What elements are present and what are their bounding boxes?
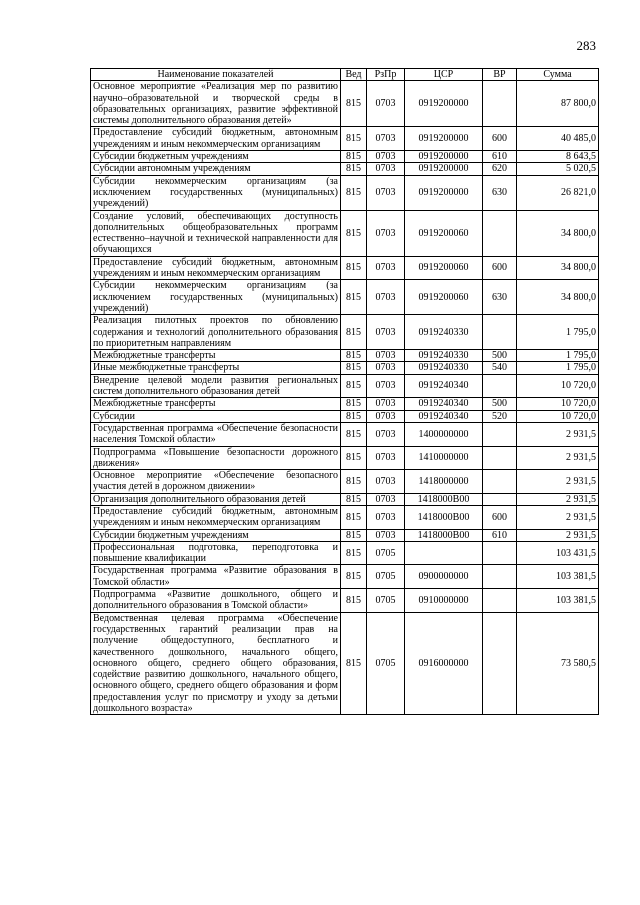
row-ved: 815 [341,374,367,398]
row-name: Подпрограмма «Повышение безопасности дорожного движения» [91,446,341,470]
row-sum: 34 800,0 [517,280,599,315]
row-ved: 815 [341,362,367,374]
row-csr: 0919240330 [405,362,483,374]
row-vr: 540 [483,362,517,374]
table-row [91,127,599,151]
row-ved: 815 [341,315,367,350]
row-sum: 10 720,0 [517,410,599,422]
row-sum: 10 720,0 [517,374,599,398]
row-name: Субсидии некоммерческим организациям (за исключением государственных (муниципальных) учреждений) [91,175,341,210]
row-ved: 815 [341,175,367,210]
row-rzpr: 0703 [367,315,405,350]
row-name: Ведомственная целевая программа «Обеспечение государственных гарантий реализации прав на получение общедоступного, бесплатного и качественного дошкольного, начального общего, основного общего, среднего общего образования, содействие развитию дошкольного, начального общего, основного общего, среднего общего образования и форм предоставления услуг по присмотру и уходу за детьми дошкольного возраста» [91,612,341,715]
table-row [91,565,599,589]
row-ved: 815 [341,529,367,541]
row-rzpr: 0703 [367,350,405,362]
row-vr [483,315,517,350]
row-rzpr: 0703 [367,127,405,151]
row-name: Субсидии автономным учреждениям [91,163,341,175]
row-csr: 0919200000 [405,151,483,163]
row-csr: 0919200060 [405,280,483,315]
table-row [91,362,599,374]
row-csr: 0919200060 [405,210,483,256]
row-rzpr: 0705 [367,589,405,613]
row-sum: 26 821,0 [517,175,599,210]
row-csr: 0919200000 [405,163,483,175]
row-vr [483,589,517,613]
row-sum: 1 795,0 [517,350,599,362]
row-name: Подпрограмма «Развитие дошкольного, общего и дополнительного образования в Томской области» [91,589,341,613]
row-vr: 600 [483,127,517,151]
row-sum: 2 931,5 [517,422,599,446]
row-rzpr: 0703 [367,398,405,410]
row-sum: 2 931,5 [517,470,599,494]
row-rzpr: 0705 [367,541,405,565]
row-rzpr: 0703 [367,163,405,175]
row-rzpr: 0703 [367,446,405,470]
row-ved: 815 [341,280,367,315]
table-row [91,315,599,350]
table-row [91,398,599,410]
table-row [91,612,599,715]
row-csr: 1418000В00 [405,529,483,541]
row-name: Иные межбюджетные трансферты [91,362,341,374]
table-row [91,374,599,398]
row-ved: 815 [341,210,367,256]
row-ved: 815 [341,505,367,529]
row-ved: 815 [341,493,367,505]
row-csr: 1418000В00 [405,493,483,505]
row-name: Организация дополнительного образования детей [91,493,341,505]
table-row [91,422,599,446]
row-csr: 1410000000 [405,446,483,470]
row-rzpr: 0703 [367,493,405,505]
row-sum: 5 020,5 [517,163,599,175]
row-name: Государственная программа «Обеспечение безопасности населения Томской области» [91,422,341,446]
row-rzpr: 0703 [367,422,405,446]
row-sum: 2 931,5 [517,446,599,470]
row-rzpr: 0705 [367,565,405,589]
row-vr [483,81,517,127]
row-vr [483,422,517,446]
row-vr [483,374,517,398]
row-name: Внедрение целевой модели развития региональных систем дополнительного образования детей [91,374,341,398]
row-sum: 1 795,0 [517,362,599,374]
row-name: Основное мероприятие «Обеспечение безопасного участия детей в дорожном движении» [91,470,341,494]
row-ved: 815 [341,422,367,446]
row-sum: 103 431,5 [517,541,599,565]
table-row [91,163,599,175]
row-ved: 815 [341,541,367,565]
row-ved: 815 [341,350,367,362]
row-name: Субсидии бюджетным учреждениям [91,529,341,541]
row-name: Субсидии бюджетным учреждениям [91,151,341,163]
row-csr: 0900000000 [405,565,483,589]
row-name: Создание условий, обеспечивающих доступность дополнительных общеобразовательных программ естественно–научной и технической направленности для обучающихся [91,210,341,256]
row-rzpr: 0703 [367,210,405,256]
table-row [91,589,599,613]
table-row [91,541,599,565]
row-ved: 815 [341,256,367,280]
row-csr: 0916000000 [405,612,483,715]
row-vr [483,446,517,470]
row-sum: 34 800,0 [517,210,599,256]
row-vr [483,470,517,494]
row-name: Профессиональная подготовка, переподготовка и повышение квалификации [91,541,341,565]
row-sum: 34 800,0 [517,256,599,280]
row-ved: 815 [341,612,367,715]
header-sum: Сумма [517,69,599,81]
header-csr: ЦСР [405,69,483,81]
row-csr: 0919240340 [405,374,483,398]
row-sum: 40 485,0 [517,127,599,151]
table-row [91,210,599,256]
row-sum: 103 381,5 [517,565,599,589]
row-csr [405,541,483,565]
row-name: Предоставление субсидий бюджетным, автономным учреждениям и иным некоммерческим организациям [91,127,341,151]
row-ved: 815 [341,446,367,470]
table-header-row [91,69,599,81]
table-row [91,256,599,280]
table-row [91,505,599,529]
row-vr [483,612,517,715]
row-vr: 630 [483,280,517,315]
row-name: Межбюджетные трансферты [91,398,341,410]
row-name: Межбюджетные трансферты [91,350,341,362]
row-vr: 600 [483,256,517,280]
header-vr: ВР [483,69,517,81]
table-row [91,493,599,505]
table-row [91,529,599,541]
page-number: 283 [576,38,596,53]
row-vr: 610 [483,151,517,163]
row-csr: 0919200000 [405,175,483,210]
row-name: Субсидии [91,410,341,422]
row-name: Субсидии некоммерческим организациям (за исключением государственных (муниципальных) учреждений) [91,280,341,315]
row-ved: 815 [341,398,367,410]
row-sum: 10 720,0 [517,398,599,410]
budget-table [90,68,599,715]
row-ved: 815 [341,127,367,151]
table-row [91,470,599,494]
row-vr: 600 [483,505,517,529]
row-rzpr: 0703 [367,470,405,494]
row-vr: 500 [483,350,517,362]
row-vr [483,493,517,505]
row-sum: 2 931,5 [517,529,599,541]
row-rzpr: 0703 [367,175,405,210]
row-name: Предоставление субсидий бюджетным, автономным учреждениям и иным некоммерческим организациям [91,505,341,529]
row-csr: 0910000000 [405,589,483,613]
header-rzpr: РзПр [367,69,405,81]
table-row [91,446,599,470]
row-csr: 1418000000 [405,470,483,494]
row-rzpr: 0703 [367,529,405,541]
table-row [91,81,599,127]
row-rzpr: 0703 [367,505,405,529]
row-rzpr: 0703 [367,362,405,374]
table-row [91,280,599,315]
row-csr: 0919240340 [405,410,483,422]
header-name: Наименование показателей [91,69,341,81]
row-ved: 815 [341,151,367,163]
table-row [91,151,599,163]
row-rzpr: 0703 [367,374,405,398]
row-sum: 2 931,5 [517,493,599,505]
row-rzpr: 0705 [367,612,405,715]
row-vr: 500 [483,398,517,410]
row-ved: 815 [341,81,367,127]
row-sum: 1 795,0 [517,315,599,350]
row-csr: 0919200000 [405,127,483,151]
row-vr: 620 [483,163,517,175]
row-csr: 0919200060 [405,256,483,280]
row-sum: 103 381,5 [517,589,599,613]
row-csr: 0919240330 [405,350,483,362]
row-sum: 8 643,5 [517,151,599,163]
row-name: Государственная программа «Развитие образования в Томской области» [91,565,341,589]
row-rzpr: 0703 [367,151,405,163]
row-csr: 0919240330 [405,315,483,350]
row-vr [483,541,517,565]
row-name: Реализация пилотных проектов по обновлению содержания и технологий дополнительного образования по приоритетным направлениям [91,315,341,350]
table-row [91,175,599,210]
row-csr: 0919240340 [405,398,483,410]
row-vr: 520 [483,410,517,422]
header-ved: Вед [341,69,367,81]
row-name: Предоставление субсидий бюджетным, автономным учреждениям и иным некоммерческим организациям [91,256,341,280]
row-rzpr: 0703 [367,256,405,280]
row-ved: 815 [341,470,367,494]
row-sum: 87 800,0 [517,81,599,127]
row-vr [483,565,517,589]
row-vr [483,210,517,256]
table-body [91,81,599,715]
row-sum: 73 580,5 [517,612,599,715]
table-row [91,350,599,362]
row-sum: 2 931,5 [517,505,599,529]
row-ved: 815 [341,163,367,175]
row-rzpr: 0703 [367,81,405,127]
row-csr: 1400000000 [405,422,483,446]
table-row [91,410,599,422]
row-vr: 630 [483,175,517,210]
row-ved: 815 [341,410,367,422]
row-rzpr: 0703 [367,280,405,315]
row-ved: 815 [341,565,367,589]
row-rzpr: 0703 [367,410,405,422]
row-vr: 610 [483,529,517,541]
row-name: Основное мероприятие «Реализация мер по развитию научно–образовательной и творческой среды в образовательных организациях, развитие эффективной системы дополнительного образования детей» [91,81,341,127]
row-csr: 0919200000 [405,81,483,127]
row-csr: 1418000В00 [405,505,483,529]
row-ved: 815 [341,589,367,613]
